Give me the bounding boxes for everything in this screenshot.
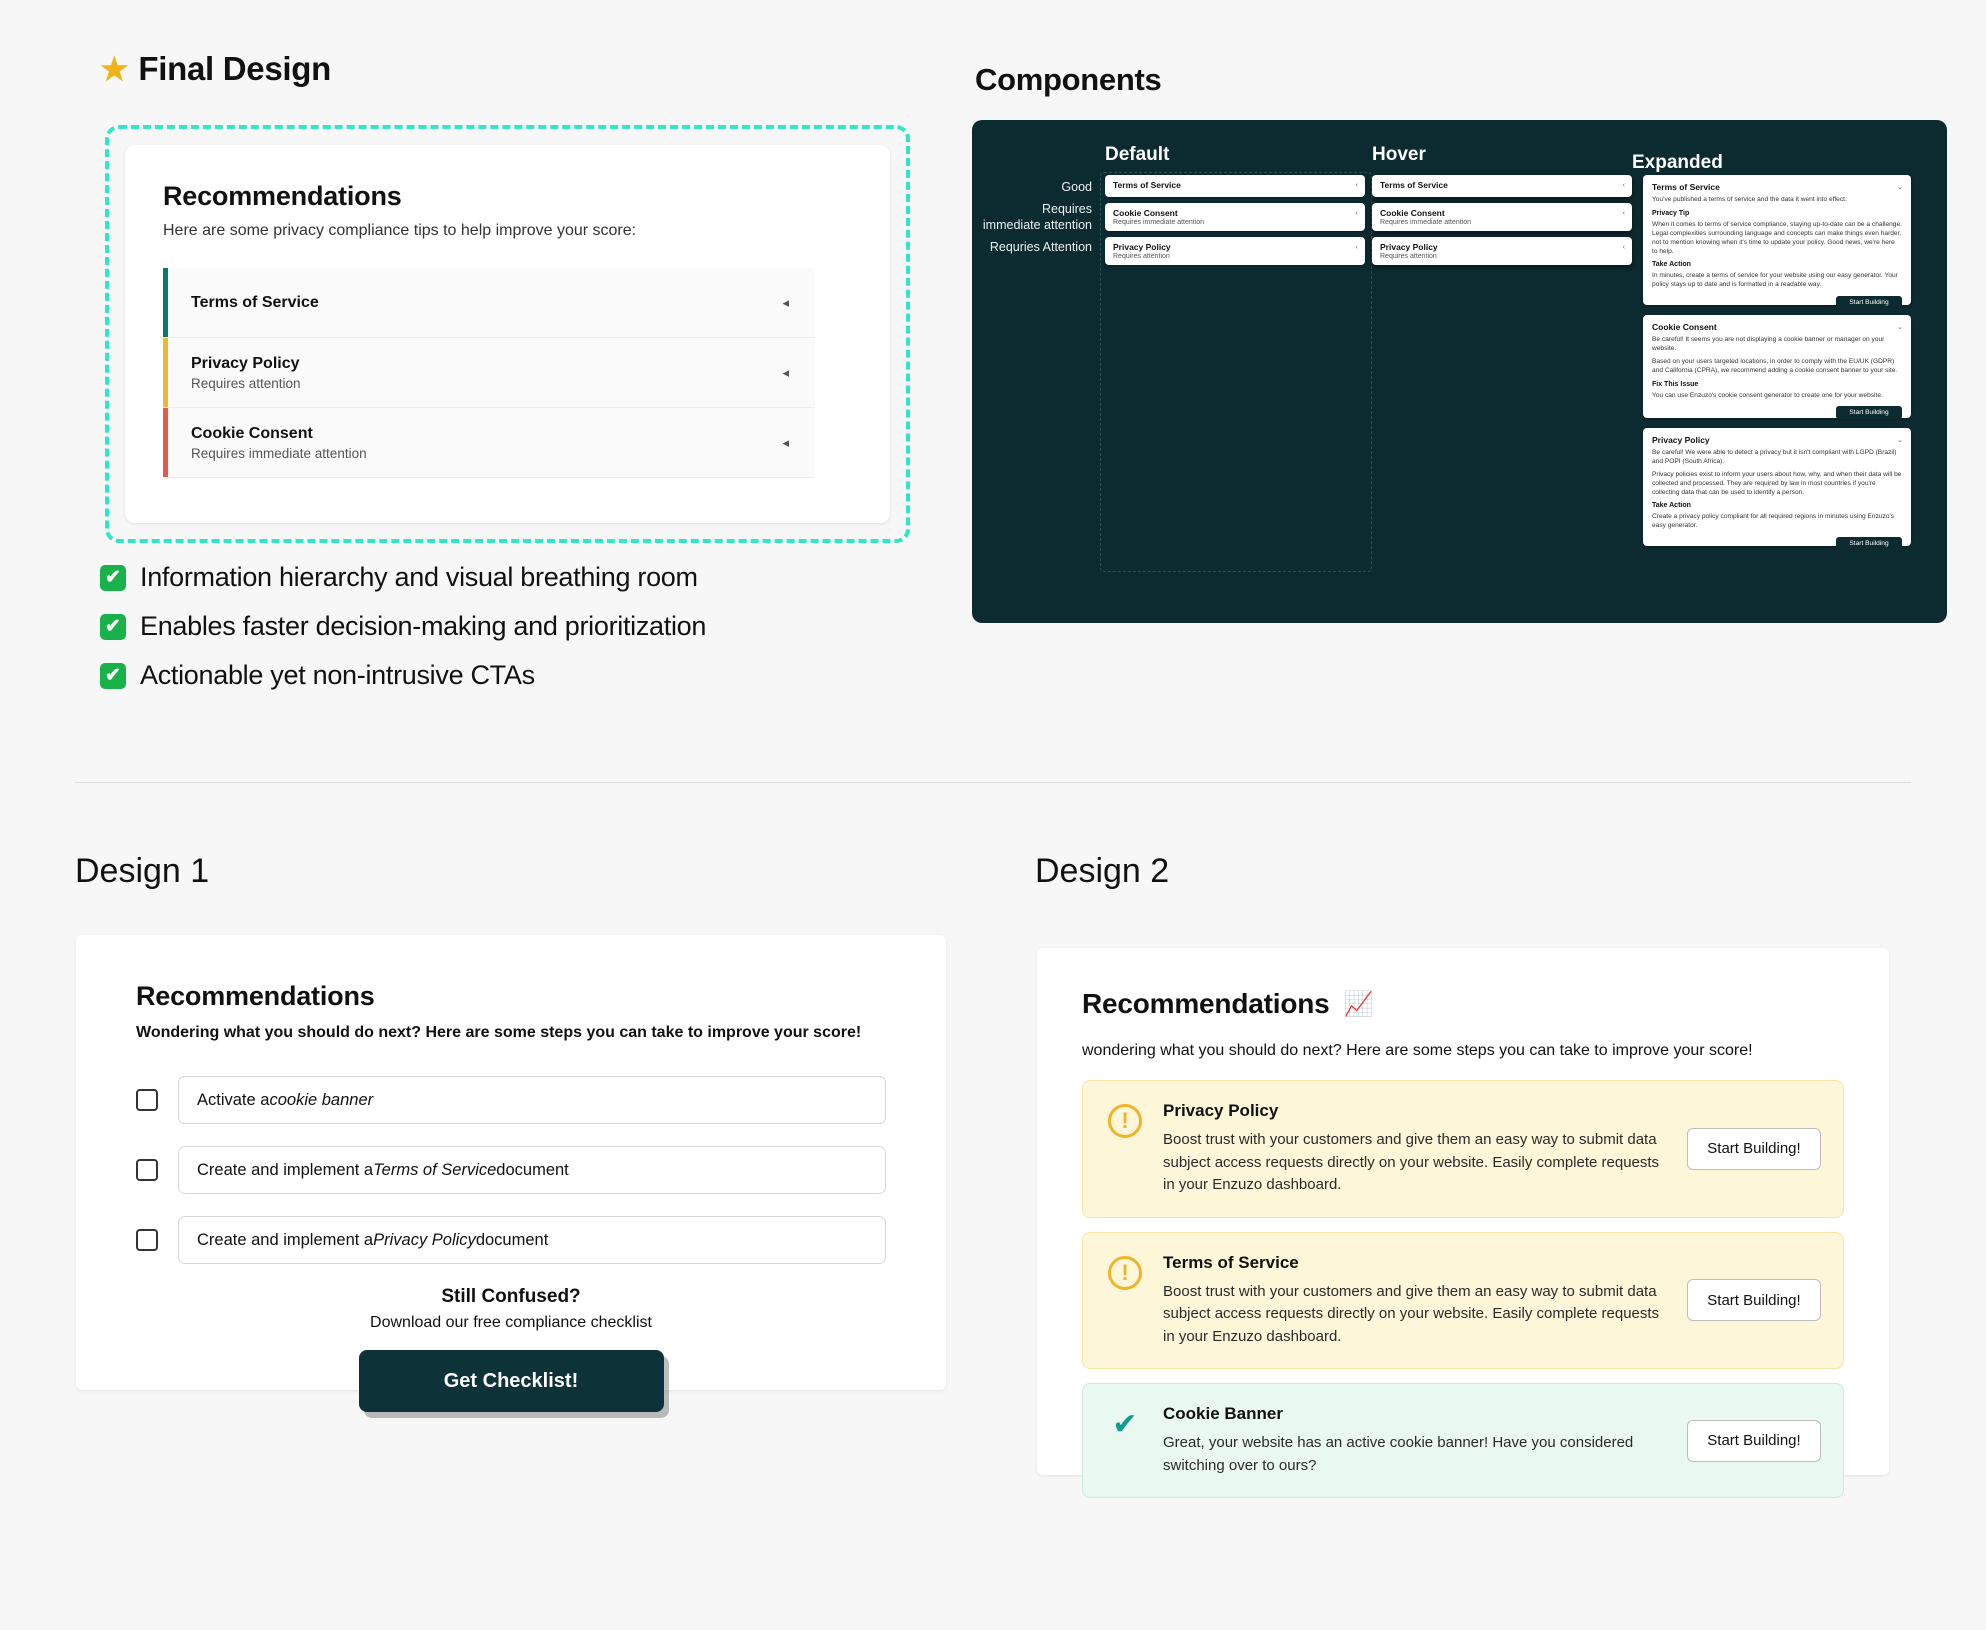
final-recommendations-card bbox=[125, 145, 890, 523]
list-item[interactable] bbox=[136, 1146, 886, 1194]
bullet-text: Enables faster decision-making and prioritization bbox=[140, 611, 707, 641]
chevron-right-icon[interactable]: ‹ bbox=[1355, 244, 1358, 251]
start-building-button[interactable]: Start Building! bbox=[1687, 1128, 1821, 1170]
column-header-expanded: Expanded bbox=[1632, 152, 1723, 173]
expanded-heading-action: Take Action bbox=[1652, 502, 1691, 510]
expanded-para: Based on your users targeted locations, in order to comply with the EU/UK (GDPR) and California (CPRA), we recommend adding a cookie consent banner to your site. bbox=[1652, 357, 1898, 374]
design2-item-terms bbox=[1082, 1232, 1844, 1370]
mini-title: Terms of Service bbox=[1113, 180, 1181, 190]
expanded-heading-action: Take Action bbox=[1652, 261, 1691, 269]
start-building-button[interactable]: Start Building bbox=[1836, 537, 1902, 550]
warning-icon bbox=[1105, 1253, 1145, 1293]
design1-checklist bbox=[136, 1076, 886, 1264]
expanded-title: Terms of Service bbox=[1652, 182, 1720, 192]
mini-card-hover-privacy[interactable] bbox=[1372, 237, 1632, 265]
recommendation-row-cookie[interactable] bbox=[163, 408, 815, 478]
expanded-para: Create a privacy policy compliant for all required regions in minutes using Enzuzo's easy generator. bbox=[1652, 513, 1895, 530]
design2-item-privacy bbox=[1082, 1080, 1844, 1218]
row-note: Requires attention bbox=[191, 375, 301, 391]
final-card-subtitle: Here are some privacy compliance tips to help improve your score: bbox=[163, 222, 637, 239]
final-design-bullets bbox=[100, 562, 706, 709]
list-item[interactable] bbox=[136, 1076, 886, 1124]
default-column-zone bbox=[1100, 172, 1372, 572]
item-title: Privacy Policy bbox=[1163, 1101, 1279, 1120]
column-header-default: Default bbox=[1105, 144, 1170, 165]
design1-card bbox=[76, 935, 946, 1390]
mini-title: Privacy Policy bbox=[1113, 242, 1171, 252]
item-text: Boost trust with your customers and give them an easy way to submit data subject access requests directly on your website. Easily complete requests in your Enzuzo dashboard. bbox=[1163, 1131, 1660, 1193]
field-text-post: document bbox=[475, 1230, 549, 1249]
design2-title: Design 2 bbox=[1035, 852, 1170, 890]
field-text-em: Privacy Policy bbox=[373, 1230, 476, 1249]
final-design-highlight-frame bbox=[105, 125, 910, 543]
start-building-button[interactable]: Start Building bbox=[1836, 406, 1902, 419]
expanded-title: Cookie Consent bbox=[1652, 322, 1717, 332]
section-divider bbox=[75, 782, 1911, 783]
components-panel bbox=[972, 120, 1947, 623]
mini-card-default-terms[interactable] bbox=[1105, 175, 1365, 197]
expanded-card-cookie[interactable] bbox=[1643, 315, 1911, 418]
start-building-button[interactable]: Start Building bbox=[1836, 296, 1902, 309]
status-bar-good bbox=[163, 268, 168, 337]
expanded-title: Privacy Policy bbox=[1652, 435, 1710, 445]
row-label: Cookie Consent bbox=[191, 424, 313, 442]
check-icon: ✔ bbox=[100, 565, 126, 591]
chevron-right-icon[interactable]: ‹ bbox=[1622, 244, 1625, 251]
list-item[interactable] bbox=[136, 1216, 886, 1264]
list-item bbox=[100, 611, 706, 642]
footer-title: Still Confused? bbox=[441, 1286, 581, 1307]
start-building-button[interactable]: Start Building! bbox=[1687, 1420, 1821, 1462]
expanded-card-terms[interactable] bbox=[1643, 175, 1911, 305]
row-label: Privacy Policy bbox=[191, 354, 300, 372]
warning-glyph: ! bbox=[1108, 1104, 1142, 1138]
item-text: Great, your website has an active cookie banner! Have you considered switching over to ours? bbox=[1163, 1434, 1634, 1474]
item-text: Boost trust with your customers and give them an easy way to submit data subject access requests directly on your website. Easily complete requests in your Enzuzo dashboard. bbox=[1163, 1282, 1660, 1345]
mini-title: Cookie Consent bbox=[1113, 208, 1178, 218]
row-label: Terms of Service bbox=[191, 293, 319, 311]
mini-card-default-privacy[interactable] bbox=[1105, 237, 1365, 265]
row-label-urgent: Requires immediate attention bbox=[982, 202, 1092, 232]
checklist-field[interactable] bbox=[178, 1076, 886, 1124]
chevron-right-icon[interactable]: ‹ bbox=[1622, 182, 1625, 189]
expanded-para: You've published a terms of service and the data it went into effect. bbox=[1652, 196, 1847, 203]
status-bar-urgent bbox=[163, 408, 168, 477]
design1-footer bbox=[136, 1286, 886, 1412]
chevron-down-icon[interactable]: ⌄ bbox=[1897, 184, 1903, 191]
design2-item-cookie bbox=[1082, 1383, 1844, 1498]
mini-card-default-cookie[interactable] bbox=[1105, 203, 1365, 231]
row-label-good: Good bbox=[1061, 180, 1092, 194]
get-checklist-button[interactable]: Get Checklist! bbox=[359, 1350, 664, 1412]
checkbox[interactable] bbox=[136, 1229, 158, 1251]
design2-card-title bbox=[1082, 988, 1844, 1020]
mini-card-hover-terms[interactable] bbox=[1372, 175, 1632, 197]
chevron-right-icon[interactable]: ‹ bbox=[1355, 210, 1358, 217]
field-text-em: cookie banner bbox=[269, 1090, 374, 1109]
design1-card-title: Recommendations bbox=[136, 981, 375, 1011]
verified-badge-icon bbox=[1105, 1404, 1145, 1444]
mini-note: Requires attention bbox=[1113, 253, 1170, 260]
list-item bbox=[100, 562, 706, 593]
warning-icon bbox=[1105, 1101, 1145, 1141]
design1-title: Design 1 bbox=[75, 852, 210, 890]
final-design-title: Final Design bbox=[138, 50, 331, 87]
expanded-para: When it comes to terms of service compliance, staying up-to-date can be a challenge. Legal complexities surrounding language and concepts can make things even harder, not to mention knowing when it's time to update your policy. Good news, we're here to help. bbox=[1652, 220, 1902, 255]
field-text-pre: Create and implement a bbox=[197, 1230, 374, 1249]
bullet-text: Actionable yet non-intrusive CTAs bbox=[140, 660, 535, 690]
chevron-right-icon[interactable]: ‹ bbox=[1355, 182, 1358, 189]
checklist-field[interactable] bbox=[178, 1216, 886, 1264]
list-item bbox=[100, 660, 706, 691]
chevron-down-icon[interactable]: ⌄ bbox=[1897, 324, 1903, 331]
chevron-left-icon[interactable]: ◂ bbox=[782, 434, 789, 450]
checklist-field[interactable] bbox=[178, 1146, 886, 1194]
recommendation-row-privacy[interactable] bbox=[163, 338, 815, 408]
expanded-para: Be careful! We were able to detect a privacy but it isn't compliant with LGPD (Brazil) and POPI (South Africa). bbox=[1652, 449, 1897, 465]
mini-title: Privacy Policy bbox=[1380, 242, 1438, 252]
checkbox[interactable] bbox=[136, 1089, 158, 1111]
design2-card-subtitle: wondering what you should do next? Here are some steps you can take to improve your score! bbox=[1082, 1042, 1753, 1059]
warning-glyph: ! bbox=[1108, 1256, 1142, 1290]
verified-glyph: ✔ bbox=[1112, 1407, 1138, 1441]
row-note: Requires immediate attention bbox=[191, 445, 367, 461]
row-label-attention: Requries Attention bbox=[989, 240, 1092, 254]
expanded-para: You can use Enzuzo's cookie consent generator to create one for your website. bbox=[1652, 391, 1883, 399]
mini-card-hover-cookie[interactable] bbox=[1372, 203, 1632, 231]
chevron-left-icon[interactable]: ◂ bbox=[782, 294, 789, 310]
chevron-right-icon[interactable]: ‹ bbox=[1622, 210, 1625, 217]
design1-card-subtitle: Wondering what you should do next? Here are some steps you can take to improve your score! bbox=[136, 1024, 862, 1041]
components-heading: Components bbox=[975, 62, 1162, 97]
star-icon: ★ bbox=[100, 51, 129, 87]
field-text-post: document bbox=[496, 1160, 569, 1179]
expanded-para: Privacy policies exist to inform your users about how, why, and when their data will be collected and processed. They are required by law in most countries if you're collecting data that can be used to identify a person. bbox=[1652, 470, 1902, 496]
recommendation-row-terms[interactable] bbox=[163, 268, 815, 338]
chevron-down-icon[interactable]: ⌄ bbox=[1897, 437, 1903, 444]
field-text-em: Terms of Service bbox=[373, 1160, 497, 1179]
sparkle-chart-icon: 📈 bbox=[1343, 990, 1374, 1018]
expanded-para: Be careful! It seems you are not displaying a cookie banner or manager on your website. bbox=[1652, 336, 1885, 352]
expanded-para: In minutes, create a terms of service for your website using our easy generator. Your policy stays up to date and is formatted in a readable way. bbox=[1652, 272, 1898, 289]
final-card-title: Recommendations bbox=[163, 181, 402, 211]
field-text-pre: Create and implement a bbox=[197, 1160, 374, 1179]
item-title: Terms of Service bbox=[1163, 1252, 1299, 1272]
column-header-hover: Hover bbox=[1372, 144, 1426, 165]
mini-title: Terms of Service bbox=[1380, 180, 1448, 190]
expanded-card-privacy[interactable] bbox=[1643, 428, 1911, 546]
status-bar-attention bbox=[163, 338, 168, 407]
mini-note: Requires immediate attention bbox=[1113, 219, 1205, 226]
check-icon: ✔ bbox=[100, 663, 126, 689]
field-text-pre: Activate a bbox=[197, 1090, 270, 1109]
chevron-left-icon[interactable]: ◂ bbox=[782, 364, 789, 380]
design2-card bbox=[1037, 948, 1889, 1475]
mini-title: Cookie Consent bbox=[1380, 208, 1445, 218]
bullet-text: Information hierarchy and visual breathing room bbox=[140, 562, 698, 592]
mini-note: Requires attention bbox=[1380, 253, 1437, 260]
footer-subtitle: Download our free compliance checklist bbox=[370, 1314, 652, 1331]
start-building-button[interactable]: Start Building! bbox=[1687, 1279, 1821, 1321]
check-icon: ✔ bbox=[100, 614, 126, 640]
final-recommendation-list bbox=[163, 268, 852, 478]
mini-note: Requires immediate attention bbox=[1380, 219, 1472, 226]
design2-card-title-text: Recommendations bbox=[1082, 988, 1330, 1019]
expanded-heading-tip: Privacy Tip bbox=[1652, 209, 1690, 217]
checkbox[interactable] bbox=[136, 1159, 158, 1181]
final-design-heading bbox=[100, 50, 331, 88]
expanded-heading-fix: Fix This Issue bbox=[1652, 380, 1699, 388]
design2-recommendation-list bbox=[1082, 1080, 1844, 1498]
item-title: Cookie Banner bbox=[1163, 1404, 1283, 1423]
